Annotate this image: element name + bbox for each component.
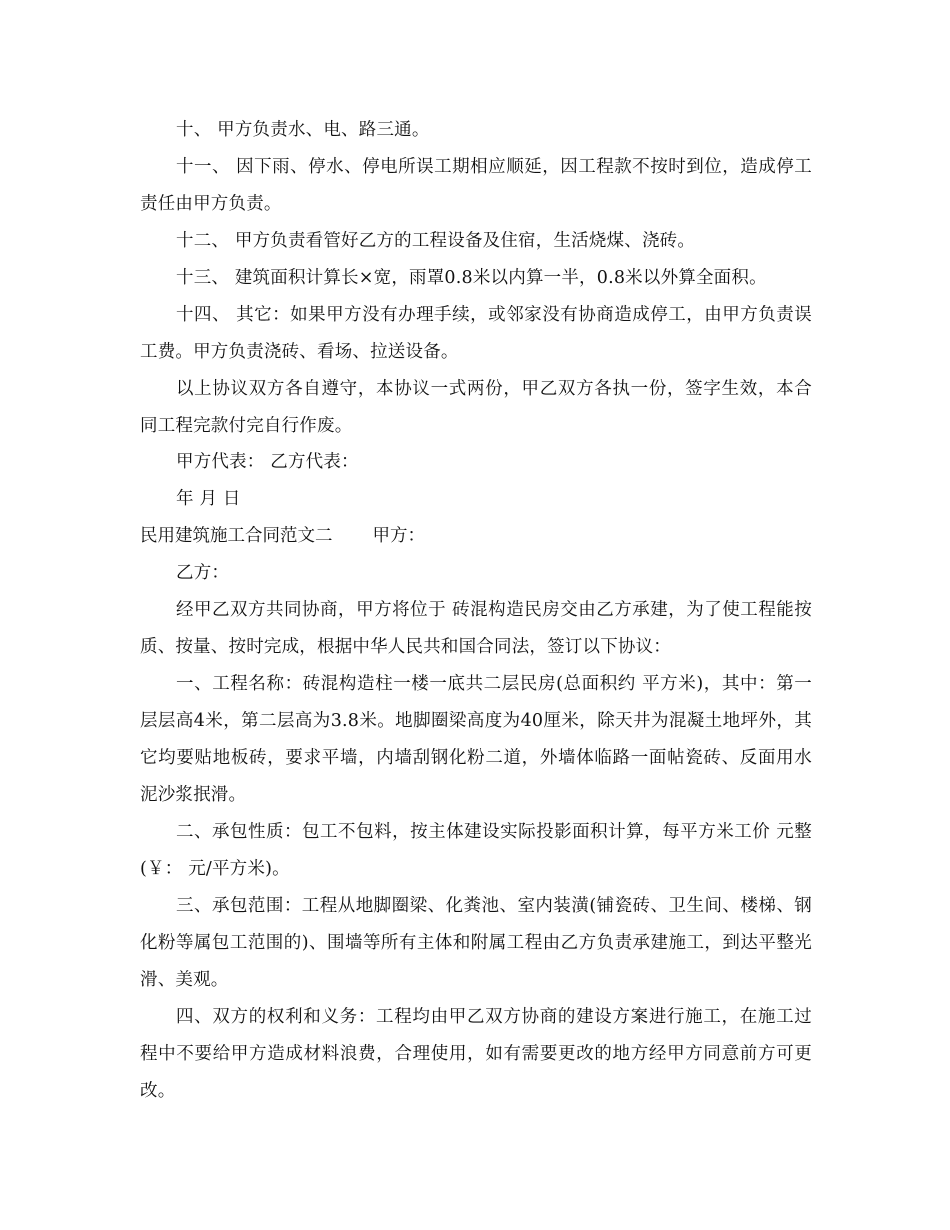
- party-a-label: 甲方：: [372, 526, 425, 546]
- article-4-rights-duties: 四、双方的权利和义务：工程均由甲乙双方协商的建设方案进行施工，在施工过程中不要给甲方造成材料浪费，合理使用，如有需要更改的地方经甲方同意前方可更改。: [140, 1007, 812, 1101]
- representatives-line: 甲方代表： 乙方代表：: [176, 452, 359, 472]
- agreement-closing: 以上协议双方各自遵守，本协议一式两份，甲乙双方各执一份，签字生效，本合同工程完款付完自行作废。: [140, 379, 812, 436]
- article-3-scope: 三、承包范围：工程从地脚圈梁、化粪池、室内装潢(铺瓷砖、卫生间、楼梯、钢化粉等属包工范围的)、围墙等所有主体和附属工程由乙方负责承建施工，到达平整光滑、美观。: [140, 896, 812, 990]
- section-heading: [140, 518, 812, 555]
- article-2-contract-nature: 二、承包性质：包工不包料，按主体建设实际投影面积计算，每平方米工价 元整(￥： 元/平方米)。: [140, 822, 812, 879]
- preamble: 经甲乙双方共同协商，甲方将位于 砖混构造民房交由乙方承建，为了使工程能按质、按量、按时完成，根据中华人民共和国合同法，签订以下协议：: [140, 600, 812, 657]
- clause-12: 十二、 甲方负责看管好乙方的工程设备及住宿，生活烧煤、浇砖。: [176, 231, 696, 251]
- clause-14: 十四、 其它：如果甲方没有办理手续，或邻家没有协商造成停工，由甲方负责误工费。甲方负责浇砖、看场、拉送设备。: [140, 305, 812, 362]
- party-b-label: 乙方：: [176, 563, 230, 583]
- clause-10: 十、 甲方负责水、电、路三通。: [176, 120, 430, 140]
- article-1-project-name: 一、工程名称：砖混构造柱一楼一底共二层民房(总面积约 平方米)，其中：第一层层高4米，第二层高为3.8米。地脚圈梁高度为40厘米，除天井为混凝土地坪外，其它均要贴地板砖，要求平墙，内墙刮钢化粉二道，外墙体临路一面帖瓷砖、反面用水泥沙浆抿滑。: [140, 674, 812, 805]
- date-line: 年 月 日: [176, 489, 241, 509]
- section-title: 民用建筑施工合同范文二: [140, 526, 333, 546]
- clause-13: 十三、 建筑面积计算长×宽，雨罩0.8米以内算一半，0.8米以外算全面积。: [176, 268, 767, 288]
- clause-11: 十一、 因下雨、停水、停电所误工期相应顺延，因工程款不按时到位，造成停工责任由甲方负责。: [140, 157, 812, 214]
